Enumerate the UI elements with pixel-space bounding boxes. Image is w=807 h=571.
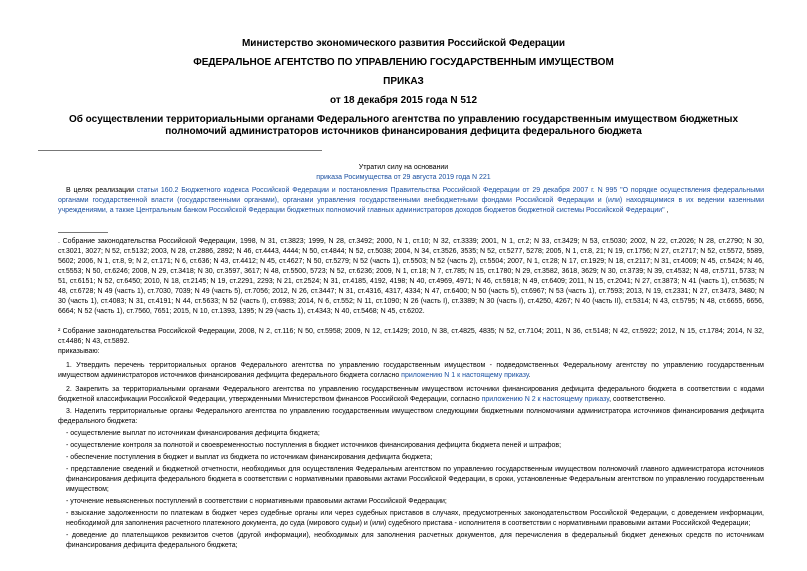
preamble-tail: , [664,207,669,214]
ministry-name: Министерство экономического развития Российской Федерации [241,38,566,49]
preamble-paragraph [58,186,764,216]
preamble-text: В целях реализации [66,187,137,194]
bullet-5: - уточнение невыясненных поступлений в соответствии с нормативными правовыми актами Российской Федерации; [66,498,447,505]
item-2 [58,385,764,405]
bullet-1: - осуществление выплат по источникам финансирования дефицита бюджета; [66,430,320,437]
agency-name: ФЕДЕРАЛЬНОЕ АГЕНТСТВО ПО УПРАВЛЕНИЮ ГОСУДАРСТВЕННЫМ ИМУЩЕСТВОМ [193,57,614,68]
appendix-2-link[interactable]: приложению N 2 к настоящему приказу [481,396,610,403]
item-1 [58,361,764,381]
title-divider [38,150,322,151]
budget-code-link[interactable]: статьи 160.2 Бюджетного кодекса Российской Федерации [136,187,329,194]
item-1-text: 1. Утвердить перечень территориальных органов Федерального агентства по управлению государственным имуществом - подведомственных Федеральному агентству по управлению государственным имуществом администраторов источников финансирования дефицита федерального бюджета согласно [58,362,764,379]
document-type: ПРИКАЗ [383,76,424,87]
government-decree-link[interactable]: и постановления Правительства Российской Федерации от 29 декабря 2007 г. N 995 "О порядке осуществления федеральными органами государственной власти (государственными органами), органами управления государственными внебюджетными фондами Российской Федерации и (или) находящимися в их ведении казенными учреждениями, а также Центральным банком Российской Федерации бюджетных полномочий главных администраторов доходов бюджетов бюджетной системы Российской Федерации" [58,187,764,214]
expired-order-link[interactable]: приказа Росимущества от 29 августа 2019 года N 221 [316,174,491,181]
bullet-3: - обеспечение поступления в бюджет и выплат из бюджета по источникам финансирования дефицита бюджета; [66,454,433,461]
footnote-2: ² Собрание законодательства Российской Федерации, 2008, N 2, ст.116; N 50, ст.5958; 2009, N 12, ст.1429; 2010, N 38, ст.4825, 4835; N 52, ст.7104; 2011, N 36, ст.5148; N 42, ст.5922; 2012, N 15, ст.1784; 2014, N 32, ст.4486; N 43, ст.5892. [58,328,764,345]
bullet-2: - осуществление контроля за полнотой и своевременностью поступления в бюджет источников финансирования дефицита бюджета пеней и штрафов; [66,442,562,449]
item-2-text: 2. Закрепить за территориальными органами Федерального агентства по управлению государственным имуществом источники финансирования дефицита федерального бюджета в соответствии с кодами бюджетной классификации Российской Федерации, утвержденными Министерством финансов Российской Федерации, согласно [58,386,764,403]
document-title: Об осуществлении территориальными органами Федерального агентства по управлению государственным имуществом бюджетных полномочий администраторов источников финансирования дефицита федерального бюджета [68,114,739,137]
appendix-1-link[interactable]: приложению N 1 к настоящему приказу [401,372,529,379]
order-word: приказываю: [58,348,100,355]
footnote-divider [58,232,108,233]
item-1-end: . [528,372,531,379]
item-3: 3. Наделить территориальные органы Федерального агентства по управлению государственным имуществом следующими бюджетными полномочиями администратора источников финансирования дефицита федерального бюджета: [58,408,764,425]
bullet-6: - взыскание задолженности по платежам в бюджет через судебные органы или через судебных приставов в случаях, предусмотренных законодательством Российской Федерации, с доведением информации, необходимой для заполнения расчетного платежного документа, до суда (мирового судьи) и (или) судебного пристава - исполнителя в соответствии с нормативными правовыми актами Российской Федерации; [66,510,764,527]
expired-note [0,163,807,183]
item-2-end: , соответственно. [609,396,666,403]
footnote-1: . Собрание законодательства Российской Федерации, 1998, N 31, ст.3823; 1999, N 28, ст.3492; 2000, N 1, ст.10; N 32, ст.3339; 2001, N 1, ст.2; N 33, ст.3429; N 53, ст.5030; 2002, N 22, ст.2026; N 28, ст.2790; N 30, ст.3021, 3027; N 52, ст.5132; 2003, N 28, ст.2886, 2892; N 46, ст.4443, 4444; N 50, ст.4844; N 52, ст.5038; 2004, N 34, ст.3526, 3535; N 52, ст.5277, 5278; 2005, N 1, ст.8, 21; N 19, ст.1756; N 27, ст.2717; N 52, ст.5572, 5589, 5602; 2006, N 1, ст.8, 9; N 2, ст.171; N 6, ст.636; N 43, ст.4412; N 45, ст.4627; N 50, ст.5279; N 52 (часть 1), ст.5503; N 52 (часть 2), ст.5504; 2007, N 1, ст.28; N 17, ст.1929; N 18, ст.2117; N 31, ст.4009; N 45, ст.5424; N 46, ст.5553; N 50, ст.6246; 2008, N 29, ст.3418; N 30, ст.3597, 3617; N 48, ст.5500, 5723; N 52, ст.6236; 2009, N 1, ст.18; N 7, ст.785; N 15, ст.1780; N 29, ст.3582, 3618, 3629; N 30, ст.3739; N 39, ст.4532; N 48, ст.5711, 5733; N 51, ст.6151; N 52, ст.6450; 2010, N 18, ст.2145; N 19, ст.2291, 2293; N 21, ст.2524; N 31, ст.4185, 4192, 4198; N 40, ст.4969, 4971; N 46, ст.5918; N 49, ст.6409; 2011, N 15, ст.2041; N 27, ст.3873; N 41 (часть 1), ст.5635; N 48, ст.6728; N 49 (часть 1), ст.7030, 7039; N 49 (часть 5), ст.7056; 2012, N 26, ст.3447; N 31, ст.4316, 4317, 4334; N 47, ст.6400; N 50 (часть 5), ст.6967; N 53 (часть 1), ст.7593; 2013, N 19, ст.2331; N 27, ст.3473, 3480; N 30 (часть 1), ст.4083; N 31, ст.4191; N 44, ст.5633; N 52 (часть I), ст.6983; 2014, N 6, ст.552; N 11, ст.1090; N 26 (часть I), ст.3389; N 30 (часть I), ст.4250, 4267; N 40 (часть II), ст.5314; N 43, ст.5795; N 48, ст.6655, 6656, 6664; N 52 (часть 1), ст.7560, 7651; 2015, N 10, ст.1393, 1395; N 29 (часть 1), ст.4343; N 40, ст.5468; N 45, ст.6202. [58,238,764,315]
bullet-7: - доведение до плательщиков реквизитов счетов (другой информации), необходимых для заполнения расчетных документов, для перечисления в федеральный бюджет денежных средств по источникам финансирования дефицита федерального бюджета; [66,532,764,549]
bullet-4: - представление сведений и бюджетной отчетности, необходимых для осуществления Федеральным агентством по управлению государственным имуществом полномочий главного администратора источников финансирования дефицита федерального бюджета в соответствии с нормативными правовыми актами Российской Федерации, в сроки, установленные Федеральным агентством по управлению государственным имуществом; [66,466,764,493]
document-date: от 18 декабря 2015 года N 512 [329,95,478,106]
expired-note-text: Утратил силу на основании [358,164,449,171]
